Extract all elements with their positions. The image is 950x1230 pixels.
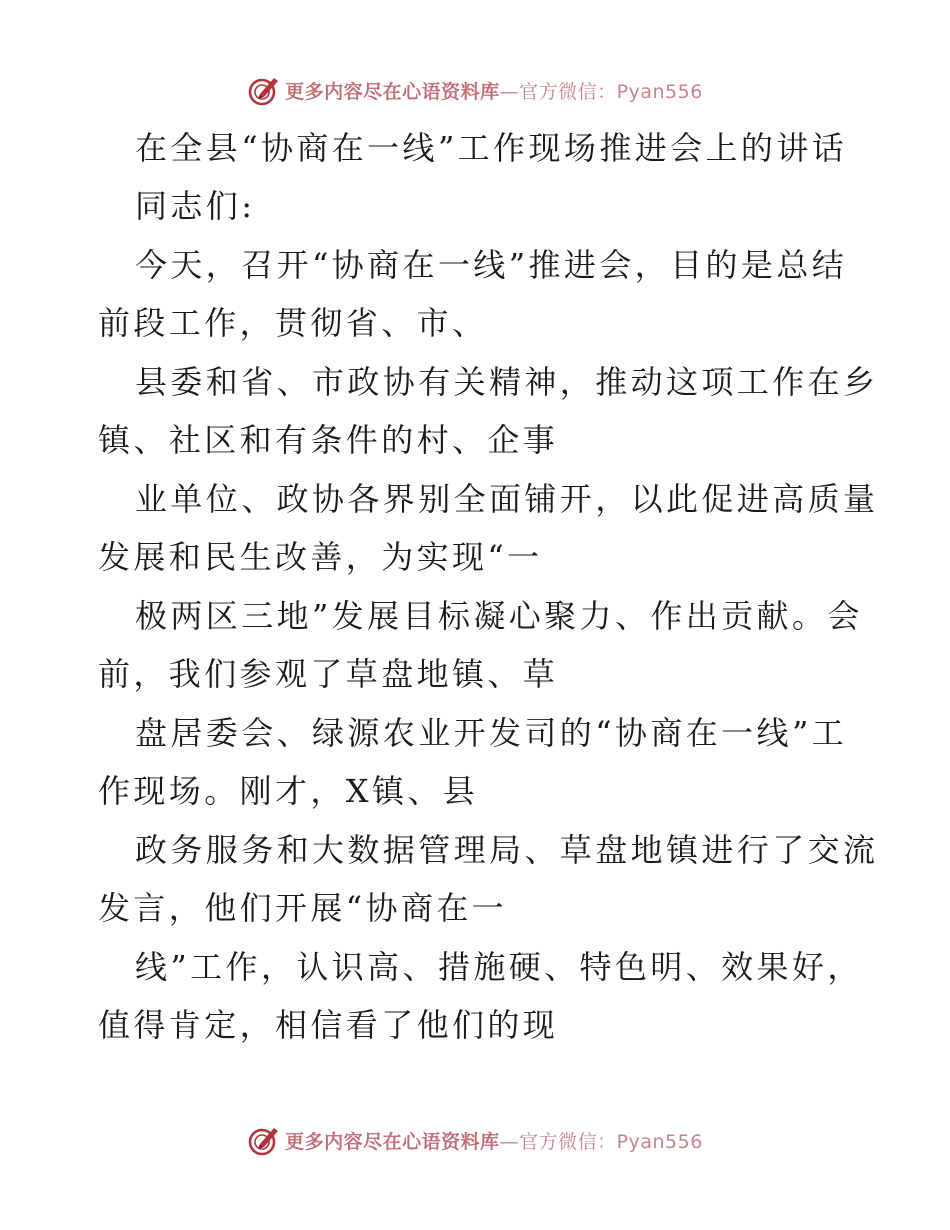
banner-bold-text: 更多内容尽在心语资料库 [285,80,500,103]
banner-text [285,1127,703,1154]
banner-rest-text: —官方微信：Pyan556 [499,1130,703,1153]
document-title: 在全县“协商在一线”工作现场推进会上的讲话 [135,129,848,167]
body-line: 前段工作，贯彻省、市、 [98,304,488,342]
body-line: 发言，他们开展“协商在一 [98,889,508,927]
body-line: 作现场。刚才，X镇、县 [98,772,479,810]
header-banner [0,70,950,110]
banner-text [285,77,703,104]
body-line: 发展和民生改善，为实现“一 [98,538,543,576]
pen-nib-logo-icon [247,1123,281,1157]
body-line: 县委和省、市政协有关精神，推动这项工作在乡 [135,363,879,401]
banner-rest-text: —官方微信：Pyan556 [499,80,703,103]
body-line: 线”工作，认识高、措施硬、特色明、效果好， [135,948,863,986]
body-line: 今天，召开“协商在一线”推进会，目的是总结 [135,246,848,284]
salutation: 同志们: [135,187,256,225]
banner-bold-text: 更多内容尽在心语资料库 [285,1130,500,1153]
pen-nib-logo-icon [247,73,281,107]
body-line: 政务服务和大数据管理局、草盘地镇进行了交流 [135,831,879,869]
footer-banner [0,1120,950,1160]
body-line: 极两区三地”发展目标凝心聚力、作出贡献。会 [135,597,863,635]
body-line: 前，我们参观了草盘地镇、草 [98,655,559,693]
body-line: 盘居委会、绿源农业开发司的“协商在一线”工 [135,714,848,752]
body-line: 镇、社区和有条件的村、企事 [98,421,559,459]
body-line: 业单位、政协各界别全面铺开，以此促进高质量 [135,480,879,518]
body-line: 值得肯定，相信看了他们的现 [98,1006,559,1044]
